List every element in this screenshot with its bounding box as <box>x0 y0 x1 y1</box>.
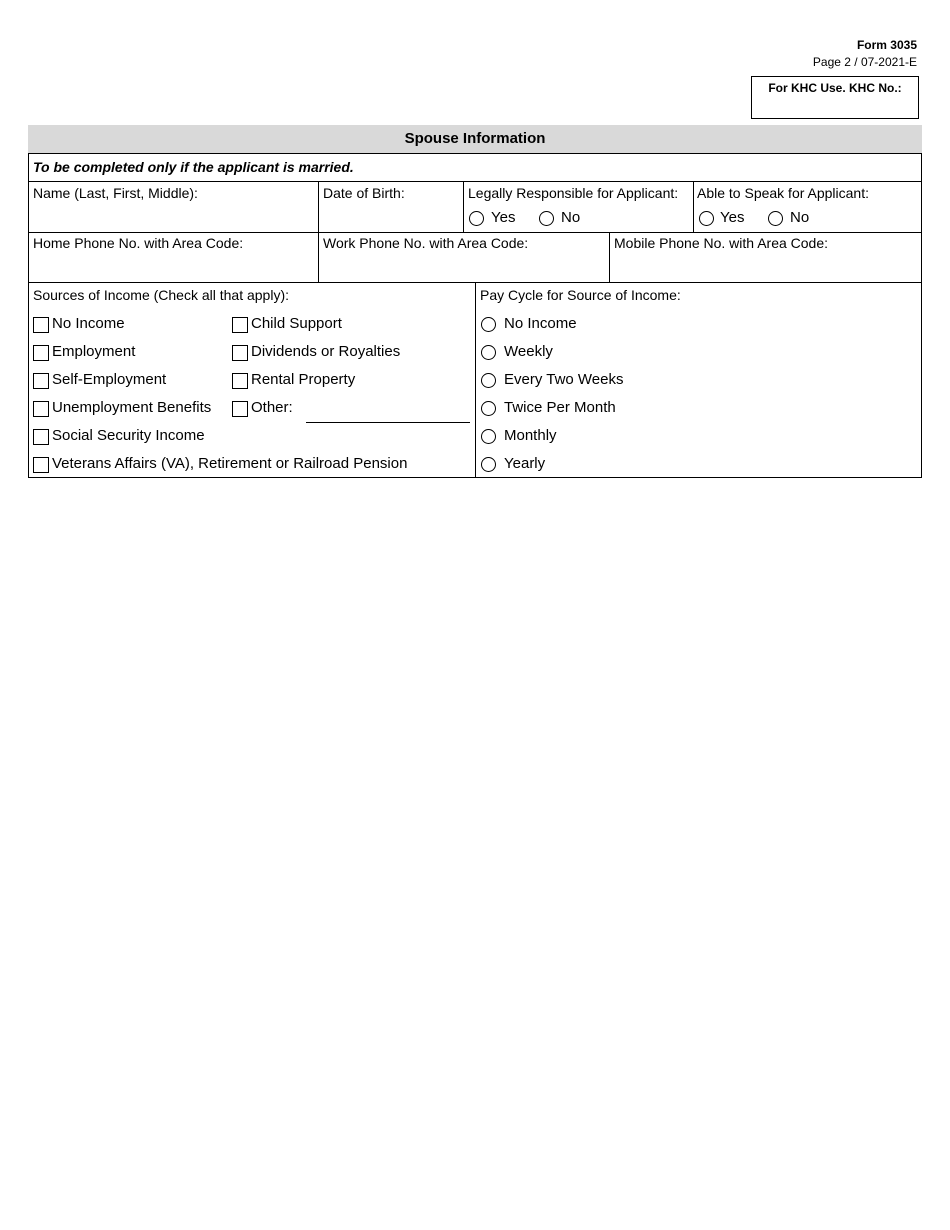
unemployment-benefits-checkbox[interactable] <box>33 401 49 417</box>
va-retirement-pension-checkbox[interactable] <box>33 457 49 473</box>
pay-cycle-label: Pay Cycle for Source of Income: <box>480 287 681 303</box>
home-phone-label: Home Phone No. with Area Code: <box>33 235 244 251</box>
page-reference: Page 2 / 07-2021-E <box>812 55 917 69</box>
pay-cycle-yearly-radio[interactable] <box>481 457 496 472</box>
self-employment-label: Self-Employment <box>52 371 167 388</box>
pay-cycle-no-income-label: No Income <box>504 315 577 332</box>
other-income-input-line[interactable] <box>306 422 470 423</box>
pay-cycle-monthly-radio[interactable] <box>481 429 496 444</box>
legally-responsible-yes-radio[interactable] <box>469 211 484 226</box>
able-to-speak-yes-label: Yes <box>720 209 745 226</box>
pay-cycle-twice-per-month-label: Twice Per Month <box>504 399 616 416</box>
spouse-information-table <box>28 153 922 478</box>
pay-cycle-every-two-weeks-radio[interactable] <box>481 373 496 388</box>
row-divider <box>29 232 921 233</box>
no-income-checkbox[interactable] <box>33 317 49 333</box>
social-security-label: Social Security Income <box>52 427 205 444</box>
pay-cycle-every-two-weeks-label: Every Two Weeks <box>504 371 624 388</box>
child-support-label: Child Support <box>251 315 342 332</box>
rental-property-label: Rental Property <box>251 371 356 388</box>
mobile-phone-label: Mobile Phone No. with Area Code: <box>614 235 829 251</box>
able-to-speak-no-label: No <box>790 209 810 226</box>
column-divider <box>463 181 464 232</box>
form-number: Form 3035 <box>856 38 917 52</box>
employment-checkbox[interactable] <box>33 345 49 361</box>
dividends-royalties-checkbox[interactable] <box>232 345 248 361</box>
pay-cycle-no-income-radio[interactable] <box>481 317 496 332</box>
column-divider <box>318 181 319 282</box>
able-to-speak-no-radio[interactable] <box>768 211 783 226</box>
unemployment-benefits-label: Unemployment Benefits <box>52 399 212 416</box>
pay-cycle-yearly-label: Yearly <box>504 455 546 472</box>
sources-of-income-label: Sources of Income (Check all that apply): <box>33 287 290 303</box>
dividends-royalties-label: Dividends or Royalties <box>251 343 401 360</box>
able-to-speak-label: Able to Speak for Applicant: <box>697 185 869 201</box>
pay-cycle-twice-per-month-radio[interactable] <box>481 401 496 416</box>
social-security-checkbox[interactable] <box>33 429 49 445</box>
va-retirement-pension-label: Veterans Affairs (VA), Retirement or Railroad Pension <box>52 455 408 472</box>
khc-use-box[interactable] <box>751 76 919 119</box>
section-title: Spouse Information <box>28 125 922 153</box>
able-to-speak-yes-radio[interactable] <box>699 211 714 226</box>
legally-responsible-label: Legally Responsible for Applicant: <box>468 185 679 201</box>
legally-responsible-yes-label: Yes <box>491 209 516 226</box>
rental-property-checkbox[interactable] <box>232 373 248 389</box>
pay-cycle-weekly-label: Weekly <box>504 343 553 360</box>
column-divider <box>609 232 610 282</box>
pay-cycle-monthly-label: Monthly <box>504 427 557 444</box>
date-of-birth-label: Date of Birth: <box>323 185 405 201</box>
row-divider <box>29 181 921 182</box>
married-note: To be completed only if the applicant is married. <box>33 159 354 175</box>
other-income-checkbox[interactable] <box>232 401 248 417</box>
khc-use-label: For KHC Use. KHC No.: <box>768 81 902 95</box>
column-divider <box>693 181 694 232</box>
other-income-label: Other: <box>251 399 293 416</box>
self-employment-checkbox[interactable] <box>33 373 49 389</box>
child-support-checkbox[interactable] <box>232 317 248 333</box>
work-phone-label: Work Phone No. with Area Code: <box>323 235 529 251</box>
employment-label: Employment <box>52 343 136 360</box>
no-income-label: No Income <box>52 315 125 332</box>
legally-responsible-no-label: No <box>561 209 581 226</box>
pay-cycle-weekly-radio[interactable] <box>481 345 496 360</box>
column-divider <box>475 282 476 477</box>
legally-responsible-no-radio[interactable] <box>539 211 554 226</box>
spouse-name-label: Name (Last, First, Middle): <box>33 185 198 201</box>
